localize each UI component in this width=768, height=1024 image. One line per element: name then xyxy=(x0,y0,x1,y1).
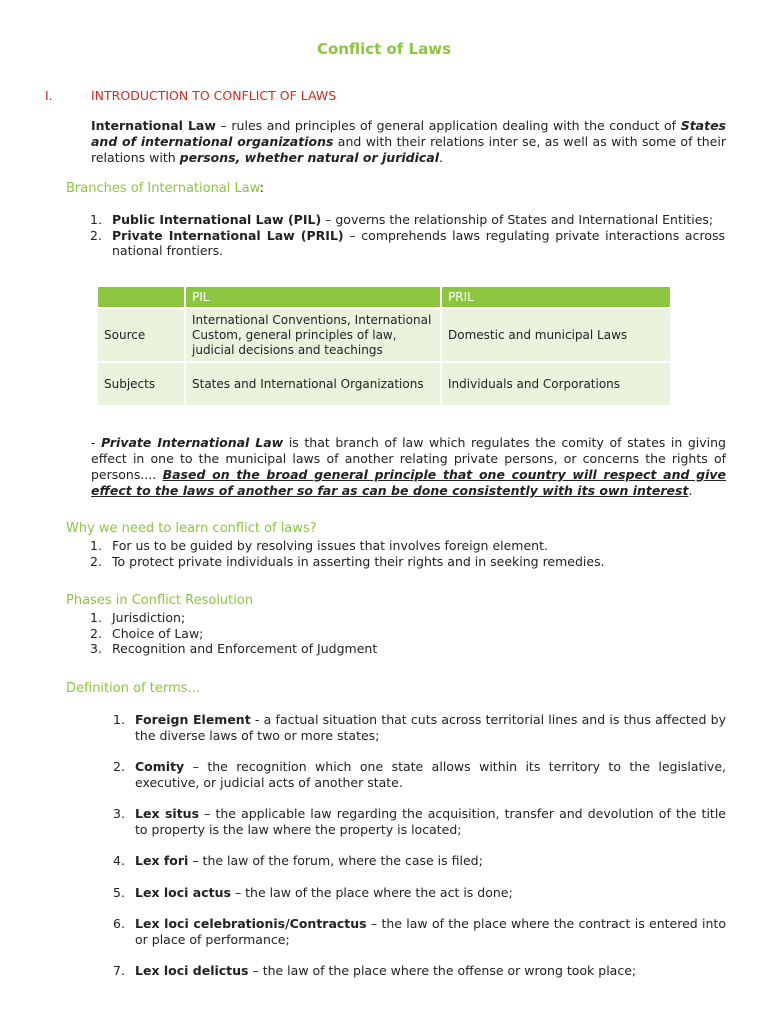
intro-text: and with their relations inter se, as well as with some of their relations with xyxy=(91,134,726,165)
section-label: INTRODUCTION TO CONFLICT OF LAWS xyxy=(91,88,337,103)
phases-list xyxy=(90,610,725,657)
document-title: Conflict of Laws xyxy=(316,40,452,58)
table-header-cell: PRIL xyxy=(442,287,670,307)
section-number: I. xyxy=(45,88,53,103)
list-number: 1. xyxy=(113,712,125,727)
table-header-row xyxy=(98,287,670,307)
intro-term: International Law xyxy=(91,118,216,133)
list-item xyxy=(113,885,726,916)
branches-heading xyxy=(66,181,264,196)
list-item xyxy=(113,853,726,885)
table-header-cell xyxy=(98,287,184,307)
table-row xyxy=(98,363,670,405)
list-number: 5. xyxy=(113,885,125,900)
pril-lead: - xyxy=(91,435,102,450)
definition-text: - a factual situation that cuts across territorial lines and is thus affected by the diverse laws of two or more states; xyxy=(135,712,726,743)
list-item xyxy=(90,538,725,554)
list-item xyxy=(113,916,726,963)
table-cell: Subjects xyxy=(98,363,184,405)
definition-term: Lex fori xyxy=(135,853,189,868)
definition-text: – the law of the forum, where the case is filed; xyxy=(188,853,483,868)
list-number: 4. xyxy=(113,853,125,868)
definition-text: – the law of the place where the offense or wrong took place; xyxy=(248,963,637,978)
definition-text: – the recognition which one state allows within its territory to the legislative, executive, or judicial acts of another state. xyxy=(135,759,726,790)
list-text: – governs the relationship of States and International Entities; xyxy=(321,212,714,227)
intro-paragraph xyxy=(91,118,726,166)
definition-term: Foreign Element xyxy=(135,712,251,727)
list-text: Recognition and Enforcement of Judgment xyxy=(112,641,378,656)
list-item xyxy=(90,227,725,259)
list-number: 1. xyxy=(90,610,102,625)
list-item xyxy=(113,759,726,806)
phases-heading: Phases in Conflict Resolution xyxy=(66,593,254,608)
comparison-table xyxy=(96,285,672,407)
list-text: Jurisdiction; xyxy=(112,610,186,625)
pril-text: is that branch of law which regulates the comity of states in giving effect in one to the municipal laws of another relating private persons, or concerns the rights of persons.... xyxy=(91,435,726,482)
definition-term: Comity xyxy=(135,759,185,774)
intro-emphasis-1: States and of international organizations xyxy=(91,118,726,149)
list-item xyxy=(90,553,725,570)
list-number: 6. xyxy=(113,916,125,931)
why-list xyxy=(90,538,725,569)
table-header-cell: PIL xyxy=(186,287,440,307)
list-item xyxy=(113,963,726,979)
intro-text: . xyxy=(439,150,444,165)
table-row xyxy=(98,309,670,361)
list-number: 2. xyxy=(90,625,102,641)
table-cell: States and International Organizations xyxy=(186,363,440,405)
definition-term: Lex loci actus xyxy=(135,885,231,900)
list-number: 1. xyxy=(90,538,102,553)
branches-list xyxy=(90,212,725,259)
definition-term: Lex loci celebrationis/Contractus xyxy=(135,916,367,931)
branches-heading-colon: : xyxy=(259,181,265,196)
list-item xyxy=(90,625,725,642)
list-item xyxy=(90,610,725,626)
list-text: – comprehends laws regulating private interactions across national frontiers. xyxy=(112,227,725,258)
list-number: 2. xyxy=(113,759,125,774)
list-item xyxy=(113,806,726,853)
table-cell: Domestic and municipal Laws xyxy=(442,309,670,361)
list-number: 2. xyxy=(90,553,102,569)
pril-end: . xyxy=(688,483,693,498)
list-item xyxy=(90,212,725,228)
pril-term: Private International Law xyxy=(101,435,284,450)
definition-term: Lex loci delictus xyxy=(135,963,249,978)
list-number: 2. xyxy=(90,227,102,243)
why-heading: Why we need to learn conflict of laws? xyxy=(66,521,317,536)
table-cell: Source xyxy=(98,309,184,361)
table-cell: Individuals and Corporations xyxy=(442,363,670,405)
list-number: 3. xyxy=(90,641,102,656)
intro-emphasis-2: persons, whether natural or juridical xyxy=(179,150,440,165)
section-heading xyxy=(45,88,725,103)
pril-paragraph xyxy=(91,435,726,499)
list-item xyxy=(113,712,726,759)
table-cell: International Conventions, International Custom, general principles of law, judicial decisions and teachings xyxy=(186,309,440,361)
pril-emphasis: Based on the broad general principle that one country will respect and give effect to the laws of another so far as can be done consistently with its own interest xyxy=(91,467,726,498)
intro-text: – rules and principles of general application dealing with the conduct of xyxy=(215,118,681,133)
definition-text: – the law of the place where the act is done; xyxy=(230,885,513,900)
list-number: 3. xyxy=(113,806,125,821)
list-text: Choice of Law; xyxy=(112,625,204,641)
definitions-list xyxy=(113,712,726,979)
list-item xyxy=(90,641,725,657)
list-term: Public International Law (PIL) xyxy=(112,212,322,227)
list-text: For us to be guided by resolving issues that involves foreign element. xyxy=(112,538,548,553)
definition-text: – the applicable law regarding the acquisition, transfer and devolution of the title to property is the law where the property is located; xyxy=(135,806,726,837)
definitions-heading: Definition of terms… xyxy=(66,681,201,696)
list-number: 1. xyxy=(90,212,102,227)
branches-heading-text: Branches of International Law xyxy=(66,181,260,196)
list-text: To protect private individuals in asserting their rights and in seeking remedies. xyxy=(112,553,605,569)
definition-text: – the law of the place where the contract is entered into or place of performance; xyxy=(135,916,726,947)
definition-term: Lex situs xyxy=(135,806,200,821)
list-number: 7. xyxy=(113,963,125,978)
list-term: Private International Law (PRIL) xyxy=(112,227,344,243)
